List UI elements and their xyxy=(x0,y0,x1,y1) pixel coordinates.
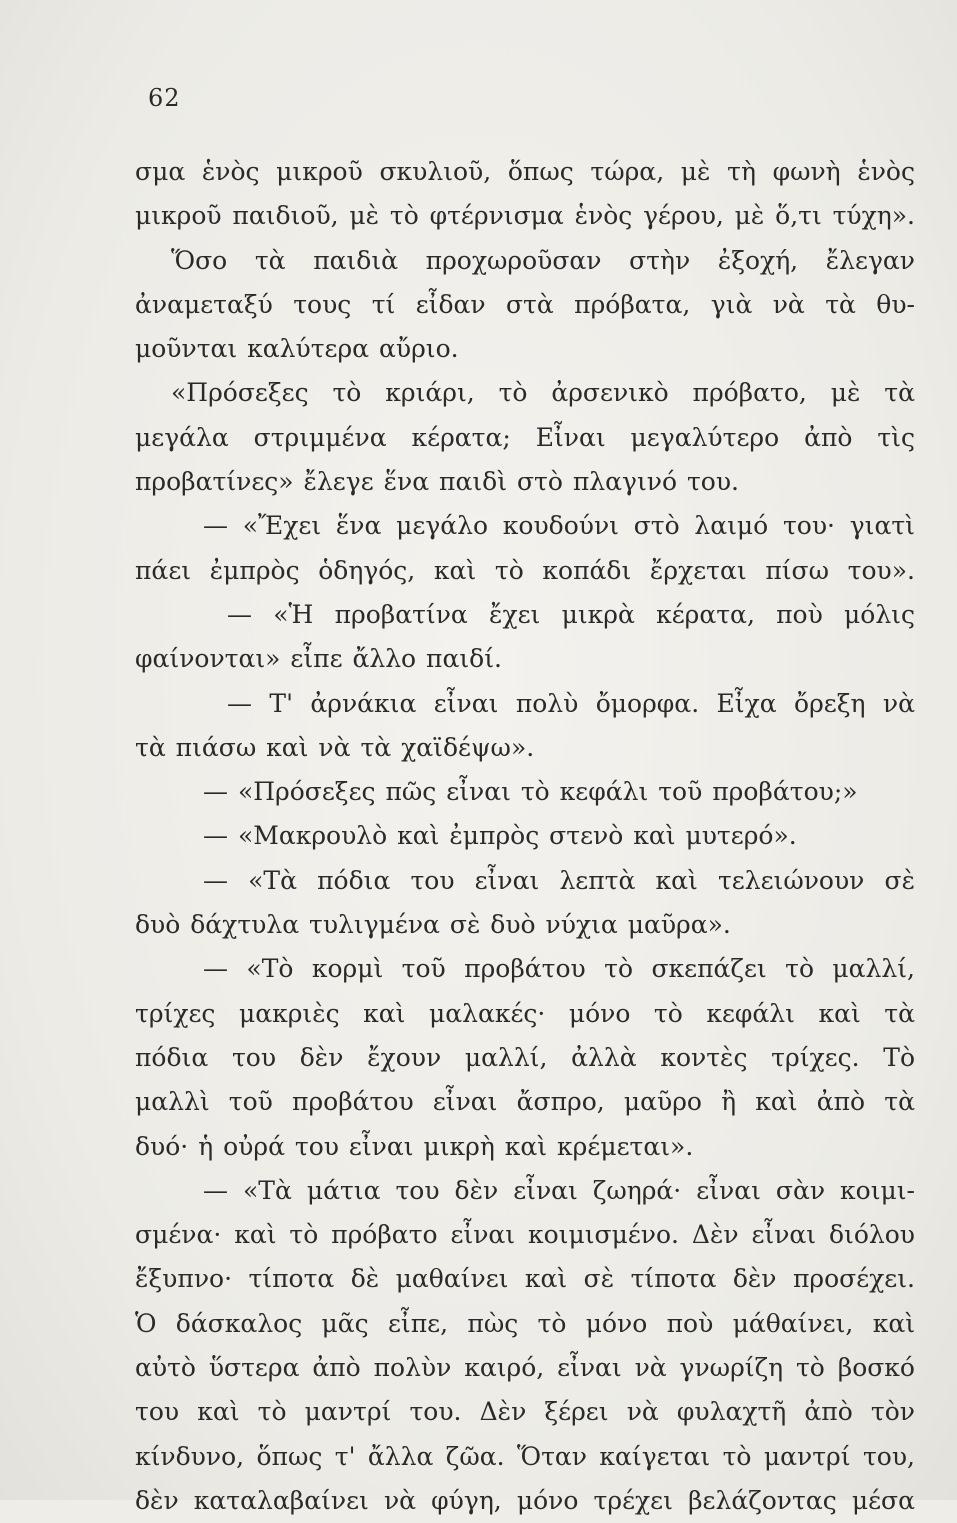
text-line: του καὶ τὸ μαντρί του. Δὲν ξέρει νὰ φυλαχτῆ ἀπὸ τὸν xyxy=(135,1397,915,1427)
text-line: — «Τὰ πόδια του εἶναι λεπτὰ καὶ τελειώνουν σὲ xyxy=(203,865,915,895)
text-line: — «Τὸ κορμὶ τοῦ προβάτου τὸ σκεπάζει τὸ μαλλί, xyxy=(203,954,915,984)
text-line: — «Ἔχει ἕνα μεγάλο κουδούνι στὸ λαιμό του· γιατὶ xyxy=(203,511,915,541)
text-line: δυὸ δάχτυλα τυλιγμένα σὲ δυὸ νύχια μαῦρα». xyxy=(135,910,731,940)
body-text xyxy=(135,150,915,1523)
text-line: — «Πρόσεξες πῶς εἶναι τὸ κεφάλι τοῦ προβάτου;» xyxy=(203,777,858,807)
text-line: μαλλὶ τοῦ προβάτου εἶναι ἄσπρο, μαῦρο ἢ καὶ ἀπὸ τὰ xyxy=(135,1087,915,1117)
text-line: προβατίνες» ἔλεγε ἕνα παιδὶ στὸ πλαγινό του. xyxy=(135,467,739,497)
text-line: δὲν καταλαβαίνει νὰ φύγη, μόνο τρέχει βελάζοντας μέσα xyxy=(135,1485,915,1515)
text-line: κίνδυνο, ὅπως τ' ἄλλα ζῶα. Ὅταν καίγεται τὸ μαντρί του, xyxy=(135,1441,915,1471)
text-line: Ὅσο τὰ παιδιὰ προχωροῦσαν στὴν ἐξοχή, ἔλεγαν xyxy=(171,245,915,275)
text-line: φαίνονται» εἶπε ἄλλο παιδί. xyxy=(135,644,502,674)
text-line: σμένα· καὶ τὸ πρόβατο εἶναι κοιμισμένο. Δὲν εἶναι διόλου xyxy=(135,1220,915,1250)
text-line: αὐτὸ ὕστερα ἀπὸ πολὺν καιρό, εἶναι νὰ γνωρίζη τὸ βοσκό xyxy=(135,1353,915,1383)
text-line: δυό· ἡ οὐρά του εἶναι μικρὴ καὶ κρέμεται». xyxy=(135,1131,694,1161)
text-line: — «Ἡ προβατίνα ἔχει μικρὰ κέρατα, ποὺ μόλις xyxy=(227,599,915,629)
text-line: — «Τὰ μάτια του δὲν εἶναι ζωηρά· εἶναι σὰν κοιμι- xyxy=(203,1175,915,1205)
text-line: πόδια του δὲν ἔχουν μαλλί, ἀλλὰ κοντὲς τρίχες. Τὸ xyxy=(135,1042,915,1072)
text-line: ἔξυπνο· τίποτα δὲ μαθαίνει καὶ σὲ τίποτα δὲν προσέχει. xyxy=(135,1264,915,1294)
text-line: μεγάλα στριμμένα κέρατα; Εἶναι μεγαλύτερο ἀπὸ τὶς xyxy=(135,422,915,452)
text-line: τρίχες μακριὲς καὶ μαλακές· μόνο τὸ κεφάλι καὶ τὰ xyxy=(135,998,915,1028)
text-line: «Πρόσεξες τὸ κριάρι, τὸ ἀρσενικὸ πρόβατο, μὲ τὰ xyxy=(171,378,915,408)
text-line: σμα ἑνὸς μικροῦ σκυλιοῦ, ὅπως τώρα, μὲ τὴ φωνὴ ἑνὸς xyxy=(135,157,915,186)
text-line: — Τ' ἀρνάκια εἶναι πολὺ ὄμορφα. Εἶχα ὄρεξη νὰ xyxy=(227,688,915,718)
text-line: μοῦνται καλύτερα αὔριο. xyxy=(135,334,459,364)
text-line: ἀναμεταξύ τους τί εἶδαν στὰ πρόβατα, γιὰ νὰ τὰ θυ- xyxy=(135,289,915,319)
page-number: 62 xyxy=(148,84,181,112)
text-line: μικροῦ παιδιοῦ, μὲ τὸ φτέρνισμα ἑνὸς γέρου, μὲ ὅ,τι τύχη». xyxy=(135,201,915,231)
text-line: πάει ἐμπρὸς ὁδηγός, καὶ τὸ κοπάδι ἔρχεται πίσω του». xyxy=(135,555,915,585)
text-line: — «Μακρουλὸ καὶ ἐμπρὸς στενὸ καὶ μυτερό». xyxy=(203,821,797,851)
text-line: Ὁ δάσκαλος μᾶς εἶπε, πὼς τὸ μόνο ποὺ μάθαίνει, καὶ xyxy=(135,1308,915,1338)
text-line: τὰ πιάσω καὶ νὰ τὰ χαϊδέψω». xyxy=(135,732,535,762)
